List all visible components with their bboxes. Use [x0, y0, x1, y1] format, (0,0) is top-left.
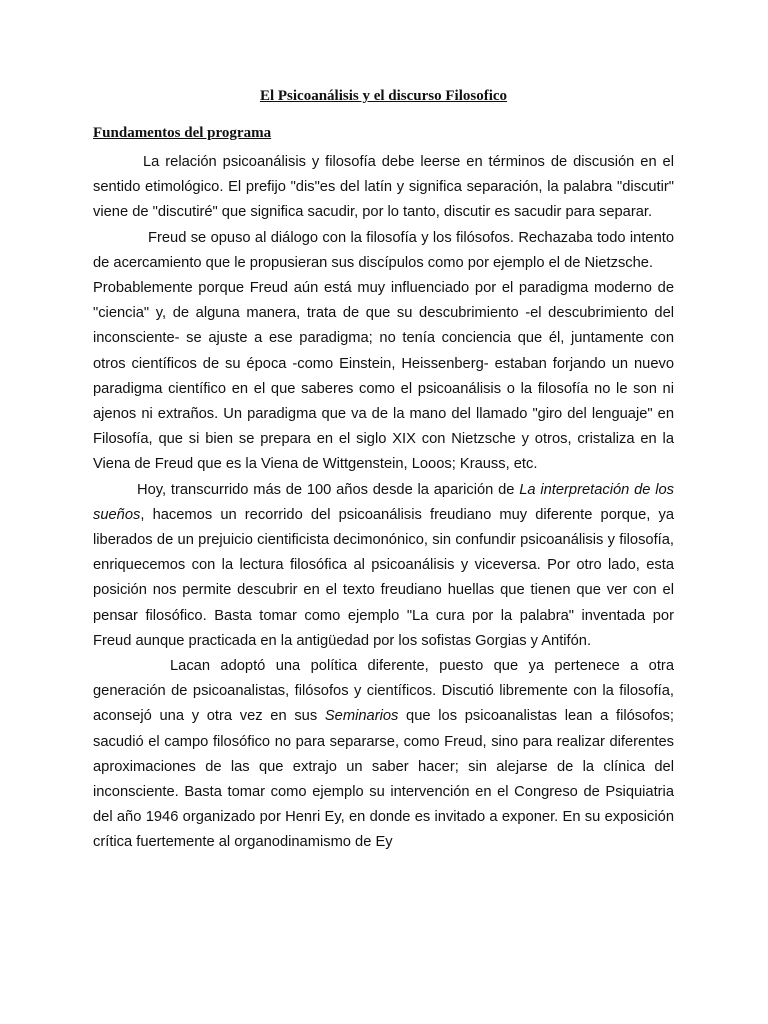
section-heading: Fundamentos del programa	[93, 125, 272, 141]
paragraph-5-text-b: que los psicoanalistas lean a filósofos; sacudió el campo filosófico no para separarse, como Freud, sino para realizar diferentes aproximaciones de las que extrajo un saber hacer; sin alejarse de la clínica del inconsciente. Basta tomar como ejemplo su intervención en el Congreso de Psiquiatria del año 1946 organizado por Henri Ey, en donde es invitado a exponer. En su exposición crítica fuertemente al organodinamismo de Ey	[93, 708, 674, 851]
paragraph-4-text-b: , hacemos un recorrido del psicoanálisis freudiano muy diferente porque, ya liberados de un prejuicio cientificista decimonónico, sin confundir psicoanálisis y filosofía, enriquecemos con la lectura filosófica al psicoanálisis y viceversa. Por otro lado, esta posición nos permite descubrir en el texto freudiano huellas que tienen que ver con el pensar filosófico. Basta tomar como ejemplo "La cura por la palabra" inventada por Freud aunque practicada en la antigüedad por los sofistas Gorgias y Antifón.	[93, 506, 674, 649]
document-title: El Psicoanálisis y el discurso Filosofico	[259, 88, 508, 104]
document-body	[93, 150, 674, 856]
paragraph-4-text-a: Hoy, transcurrido más de 100 años desde la aparición de	[137, 481, 520, 498]
paragraph-2: Freud se opuso al diálogo con la filosofía y los filósofos. Rechazaba todo intento de acercamiento que le propusieran sus discípulos como por ejemplo el de Nietzsche.	[93, 229, 674, 271]
paragraph-3: Probablemente porque Freud aún está muy influenciado por el paradigma moderno de "ciencia" y, de alguna manera, trata de que su descubrimiento -el descubrimiento del inconsciente- se ajuste a ese paradigma; no tenía conciencia que él, juntamente con otros científicos de su época -como Einstein, Heissenberg- estaban forjando un nuevo paradigma científico en el que saberes como el psicoanálisis o la filosofía no le son ni ajenos ni extraños. Un paradigma que va de la mano del llamado "giro del lenguaje" en Filosofía, que si bien se prepara en el siglo XIX con Nietzsche y otros, cristaliza en la Viena de Freud que es la Viena de Wittgenstein, Looos; Krauss, etc.	[93, 280, 674, 473]
paragraph-1: La relación psicoanálisis y filosofía debe leerse en términos de discusión en el sentido etimológico. El prefijo "dis"es del latín y significa separación, la palabra "discutir" viene de "discutiré" que significa sacudir, por lo tanto, discutir es sacudir para separar.	[93, 154, 674, 221]
seminarios-italic: Seminarios	[324, 708, 399, 725]
paragraph-5	[93, 654, 674, 856]
book-title-italic: La interpretación de los sueños	[93, 481, 674, 523]
paragraph-5-text-a: Lacan adoptó una política diferente, puesto que ya pertenece a otra generación de psicoanalistas, filósofos y científicos. Discutió libremente con la filosofía, aconsejó una y otra vez en sus	[93, 658, 674, 725]
paragraph-4	[93, 478, 674, 654]
